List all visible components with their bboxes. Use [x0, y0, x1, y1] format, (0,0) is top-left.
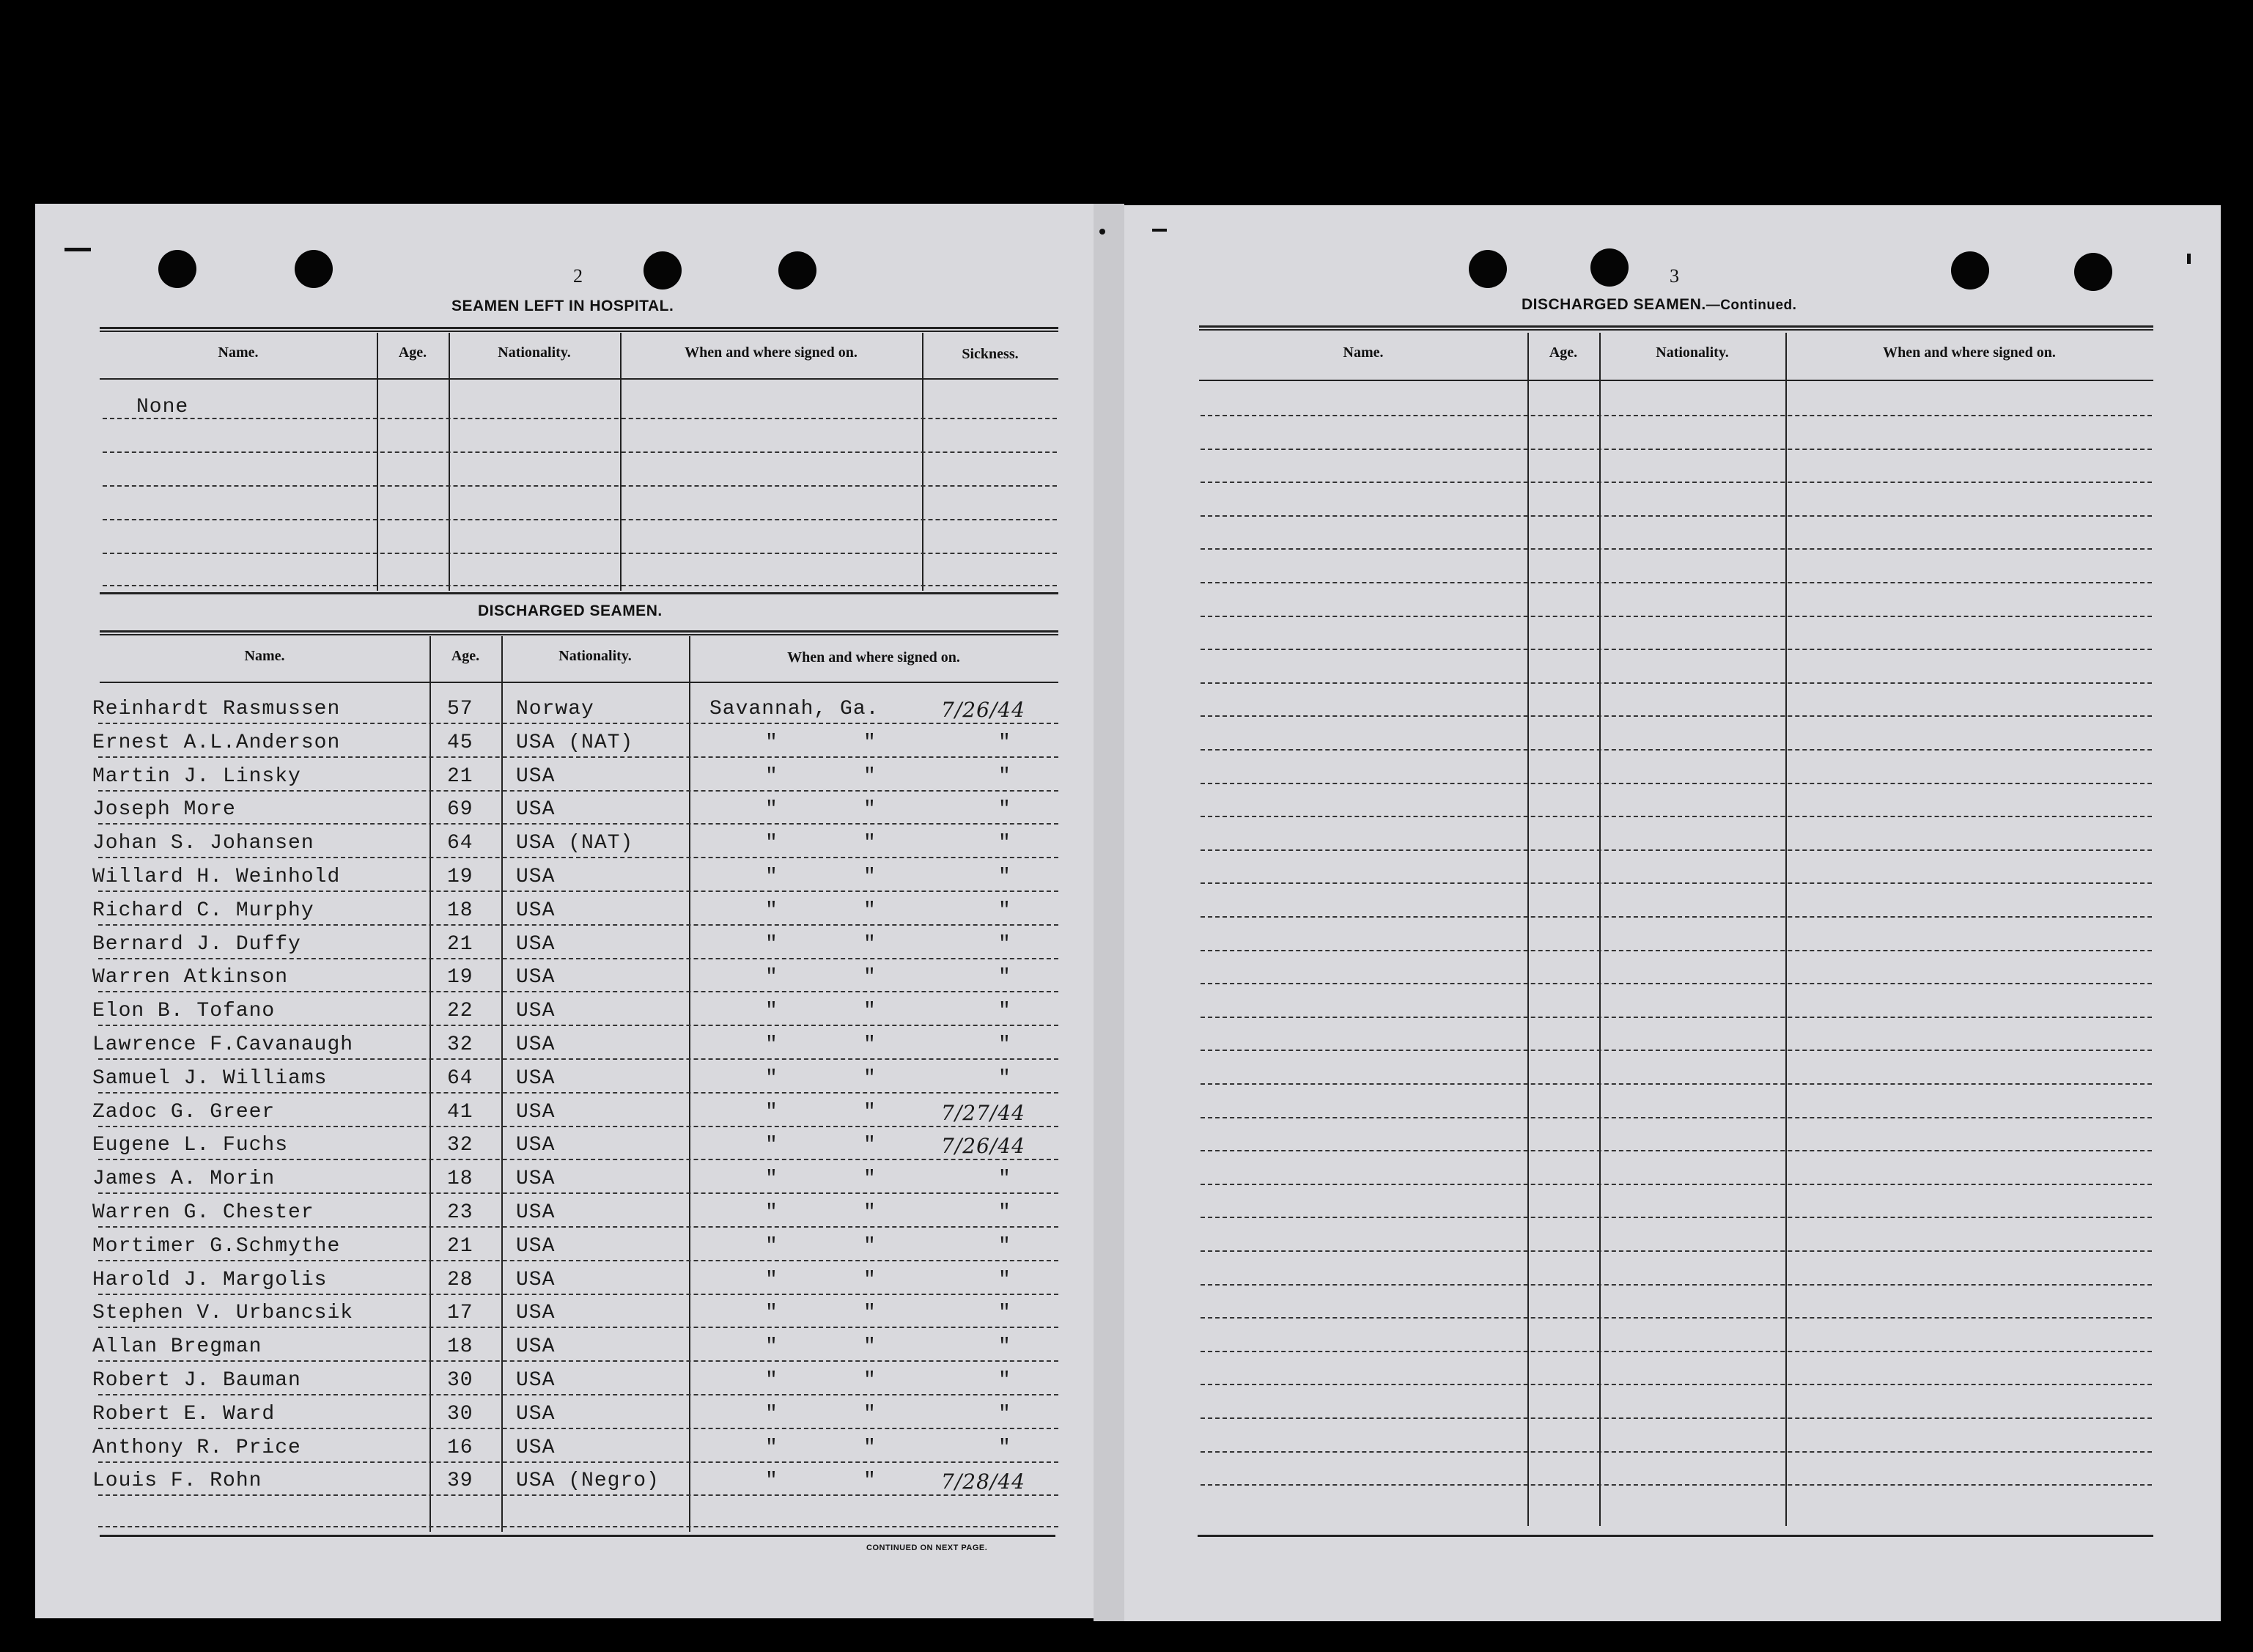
- entry-line: [103, 485, 1057, 487]
- seaman-nationality: Norway: [516, 698, 594, 720]
- entry-line: [98, 1327, 1058, 1328]
- signed-on-place: ": [765, 1302, 778, 1324]
- signed-on-place: ": [765, 1168, 778, 1190]
- seaman-nationality: USA: [516, 966, 556, 989]
- entry-line: [1201, 649, 2152, 650]
- seaman-nationality: USA: [516, 1235, 556, 1258]
- entry-line: [98, 991, 1058, 992]
- signed-on-state: ": [863, 1134, 877, 1157]
- entry-line: [1201, 1451, 2152, 1453]
- signed-on-state: ": [863, 1470, 877, 1492]
- seaman-nationality: USA: [516, 933, 556, 956]
- signed-on-state: ": [863, 933, 877, 956]
- signed-on-place: ": [765, 966, 778, 989]
- column-divider: [1785, 333, 1787, 1526]
- signed-on-state: ": [863, 899, 877, 922]
- signed-on-place: ": [765, 1033, 778, 1056]
- signed-on-date: ": [998, 1302, 1011, 1324]
- entry-line: [98, 823, 1058, 825]
- entry-line: [1201, 1083, 2152, 1085]
- entry-line: [1201, 1017, 2152, 1018]
- right-page: [1124, 205, 2221, 1621]
- signed-on-date: ": [998, 1033, 1011, 1056]
- seaman-age: 22: [447, 1000, 473, 1022]
- signed-on-state: ": [863, 1269, 877, 1291]
- signed-on-place: ": [765, 866, 778, 888]
- discharged-continued-title: [1522, 296, 1796, 314]
- seaman-age: 19: [447, 966, 473, 989]
- signed-on-date: ": [998, 1403, 1011, 1426]
- seaman-name: Joseph More: [92, 798, 236, 821]
- seaman-nationality: USA: [516, 1134, 556, 1157]
- punch-hole: [644, 251, 682, 290]
- seaman-nationality: USA (Negro): [516, 1470, 660, 1492]
- seaman-age: 18: [447, 899, 473, 922]
- seaman-age: 21: [447, 765, 473, 788]
- seaman-nationality: USA: [516, 1302, 556, 1324]
- signed-on-place: ": [765, 1067, 778, 1090]
- signed-on-date: ": [998, 1437, 1011, 1459]
- signed-on-state: ": [863, 731, 877, 754]
- punch-hole: [158, 250, 196, 288]
- seaman-name: Harold J. Margolis: [92, 1269, 328, 1291]
- signed-on-state: ": [863, 798, 877, 821]
- seaman-name: Louis F. Rohn: [92, 1470, 262, 1492]
- signed-on-state: ": [863, 1101, 877, 1124]
- entry-line: [1201, 1317, 2152, 1319]
- column-header-nationality: Nationality.: [558, 648, 632, 664]
- entry-line: [98, 1494, 1058, 1496]
- seaman-nationality: USA: [516, 1201, 556, 1224]
- signed-on-place: ": [765, 1437, 778, 1459]
- entry-line: [1201, 449, 2152, 450]
- signed-on-state: ": [863, 1201, 877, 1224]
- entry-line: [1201, 1284, 2152, 1286]
- entry-line: [98, 756, 1058, 758]
- column-header-sickness: Sickness.: [962, 346, 1019, 362]
- signed-on-place: ": [765, 798, 778, 821]
- signed-on-state: ": [863, 966, 877, 989]
- signed-on-date: 7/26/44: [941, 698, 1025, 722]
- signed-on-date: ": [998, 1201, 1011, 1224]
- seaman-name: Elon B. Tofano: [92, 1000, 276, 1022]
- signed-on-date: ": [998, 1369, 1011, 1392]
- entry-line: [98, 790, 1058, 792]
- signed-on-state: ": [863, 1067, 877, 1090]
- signed-on-place: ": [765, 1000, 778, 1022]
- seaman-nationality: USA: [516, 1369, 556, 1392]
- entry-line: [98, 1394, 1058, 1395]
- table-bottom-rule: [100, 1535, 1055, 1537]
- column-header-age: Age.: [451, 648, 480, 664]
- entry-line: [98, 924, 1058, 926]
- seaman-age: 16: [447, 1437, 473, 1459]
- seaman-name: Robert E. Ward: [92, 1403, 276, 1426]
- seaman-nationality: USA: [516, 899, 556, 922]
- seaman-nationality: USA: [516, 1067, 556, 1090]
- entry-line: [1201, 715, 2152, 717]
- column-header-signed-on: When and where signed on.: [685, 344, 858, 361]
- entry-line: [98, 1360, 1058, 1362]
- seaman-name: Ernest A.L.Anderson: [92, 731, 341, 754]
- entry-line: [1201, 816, 2152, 817]
- entry-line: [1201, 515, 2152, 517]
- signed-on-place: ": [765, 1470, 778, 1492]
- seaman-age: 32: [447, 1033, 473, 1056]
- seaman-age: 41: [447, 1101, 473, 1124]
- signed-on-date: ": [998, 966, 1011, 989]
- seaman-age: 69: [447, 798, 473, 821]
- section-rule: [100, 327, 1058, 332]
- entry-line: [98, 1025, 1058, 1026]
- header-rule: [1199, 380, 2153, 381]
- signed-on-place: ": [765, 731, 778, 754]
- entry-line: [98, 1058, 1058, 1060]
- signed-on-date: 7/27/44: [941, 1101, 1025, 1125]
- entry-line: [98, 1294, 1058, 1295]
- signed-on-state: ": [863, 1437, 877, 1459]
- seaman-name: Johan S. Johansen: [92, 832, 314, 855]
- scan-speck: [2187, 254, 2191, 264]
- discharged-section-title: DISCHARGED SEAMEN.: [478, 602, 663, 619]
- entry-line: [98, 958, 1058, 959]
- entry-line: [98, 1192, 1058, 1194]
- seaman-nationality: USA: [516, 1168, 556, 1190]
- signed-on-date: ": [998, 798, 1011, 821]
- seaman-name: Warren Atkinson: [92, 966, 289, 989]
- signed-on-date: 7/28/44: [941, 1470, 1025, 1494]
- column-header-nationality: Nationality.: [498, 344, 571, 361]
- title-suffix: —Continued.: [1706, 298, 1797, 313]
- signed-on-place: ": [765, 1369, 778, 1392]
- signed-on-place: ": [765, 899, 778, 922]
- seaman-age: 45: [447, 731, 473, 754]
- title-text: DISCHARGED SEAMEN.: [1522, 296, 1706, 313]
- signed-on-state: ": [863, 1168, 877, 1190]
- column-divider: [689, 636, 690, 1532]
- seaman-nationality: USA: [516, 1437, 556, 1459]
- hospital-entry-name: None: [136, 396, 189, 418]
- signed-on-date: ": [998, 1168, 1011, 1190]
- entry-line: [98, 1092, 1058, 1094]
- column-header-name: Name.: [218, 344, 259, 361]
- seaman-name: Mortimer G.Schmythe: [92, 1235, 341, 1258]
- signed-on-state: ": [863, 1000, 877, 1022]
- entry-line: [1201, 882, 2152, 884]
- entry-line: [1201, 1184, 2152, 1185]
- signed-on-place: ": [765, 1101, 778, 1124]
- seaman-age: 64: [447, 832, 473, 855]
- seaman-nationality: USA (NAT): [516, 832, 634, 855]
- seaman-nationality: USA: [516, 1403, 556, 1426]
- signed-on-state: ": [863, 1403, 877, 1426]
- scan-speck: [1099, 229, 1105, 235]
- column-divider: [429, 636, 431, 1532]
- signed-on-place: ": [765, 1335, 778, 1358]
- entry-line: [98, 1461, 1058, 1463]
- punch-hole: [778, 251, 816, 290]
- signed-on-place: ": [765, 1269, 778, 1291]
- signed-on-date: ": [998, 899, 1011, 922]
- entry-line: [1201, 749, 2152, 751]
- page-number: 2: [573, 265, 583, 287]
- signed-on-date: ": [998, 832, 1011, 855]
- seaman-nationality: USA: [516, 1033, 556, 1056]
- signed-on-place: Savannah, Ga.: [709, 698, 880, 720]
- seaman-name: Zadoc G. Greer: [92, 1101, 276, 1124]
- seaman-name: Martin J. Linsky: [92, 765, 301, 788]
- signed-on-state: ": [863, 832, 877, 855]
- signed-on-place: ": [765, 1201, 778, 1224]
- entry-line: [98, 1260, 1058, 1261]
- section-rule: [1199, 325, 2153, 331]
- entry-line: [1201, 548, 2152, 550]
- seaman-nationality: USA: [516, 798, 556, 821]
- entry-line: [103, 451, 1057, 453]
- seaman-nationality: USA: [516, 866, 556, 888]
- entry-line: [1201, 682, 2152, 684]
- seaman-age: 19: [447, 866, 473, 888]
- entry-line: [1201, 1050, 2152, 1051]
- seaman-name: Robert J. Bauman: [92, 1369, 301, 1392]
- seaman-age: 21: [447, 1235, 473, 1258]
- signed-on-place: ": [765, 765, 778, 788]
- signed-on-date: ": [998, 731, 1011, 754]
- entry-line: [103, 585, 1057, 586]
- header-rule: [100, 682, 1058, 683]
- seaman-name: Richard C. Murphy: [92, 899, 314, 922]
- seaman-age: 30: [447, 1403, 473, 1426]
- signed-on-state: ": [863, 1033, 877, 1056]
- entry-line: [1201, 616, 2152, 617]
- seaman-age: 30: [447, 1369, 473, 1392]
- column-divider: [1599, 333, 1601, 1526]
- signed-on-date: ": [998, 1067, 1011, 1090]
- entry-line: [98, 1159, 1058, 1160]
- entry-line: [1201, 482, 2152, 483]
- column-divider: [1527, 333, 1529, 1526]
- punch-hole: [295, 250, 333, 288]
- signed-on-place: ": [765, 1403, 778, 1426]
- seaman-nationality: USA (NAT): [516, 731, 634, 754]
- page-number: 3: [1670, 265, 1679, 287]
- signed-on-date: ": [998, 1235, 1011, 1258]
- punch-hole: [2074, 253, 2112, 291]
- seaman-name: Reinhardt Rasmussen: [92, 698, 341, 720]
- entry-line: [1201, 1150, 2152, 1151]
- seaman-age: 64: [447, 1067, 473, 1090]
- hospital-section-title: SEAMEN LEFT IN HOSPITAL.: [451, 298, 674, 314]
- entry-line: [1201, 1384, 2152, 1385]
- scan-speck: [64, 248, 91, 251]
- table-bottom-rule: [1198, 1535, 2153, 1537]
- punch-hole: [1951, 251, 1989, 290]
- signed-on-state: ": [863, 866, 877, 888]
- seaman-name: Bernard J. Duffy: [92, 933, 301, 956]
- seaman-age: 28: [447, 1269, 473, 1291]
- section-rule: [100, 592, 1058, 594]
- entry-line: [1201, 582, 2152, 583]
- entry-line: [1201, 1417, 2152, 1419]
- entry-line: [1201, 1484, 2152, 1486]
- continued-note: CONTINUED ON NEXT PAGE.: [866, 1544, 988, 1552]
- entry-line: [98, 1226, 1058, 1228]
- column-header-age: Age.: [398, 344, 427, 361]
- column-header-name: Name.: [1343, 344, 1384, 361]
- signed-on-state: ": [863, 1235, 877, 1258]
- column-header-signed-on: When and where signed on.: [1883, 344, 2056, 361]
- seaman-age: 18: [447, 1335, 473, 1358]
- seaman-name: Allan Bregman: [92, 1335, 262, 1358]
- seaman-name: James A. Morin: [92, 1168, 276, 1190]
- signed-on-date: 7/26/44: [941, 1134, 1025, 1158]
- seaman-age: 23: [447, 1201, 473, 1224]
- column-header-age: Age.: [1549, 344, 1578, 361]
- column-header-name: Name.: [244, 648, 285, 664]
- signed-on-date: ": [998, 933, 1011, 956]
- seaman-age: 17: [447, 1302, 473, 1324]
- seaman-name: Eugene L. Fuchs: [92, 1134, 289, 1157]
- entry-line: [1201, 783, 2152, 784]
- entry-line: [98, 1526, 1058, 1527]
- entry-line: [103, 553, 1057, 554]
- signed-on-state: ": [863, 1335, 877, 1358]
- entry-line: [103, 418, 1057, 419]
- seaman-nationality: USA: [516, 765, 556, 788]
- entry-line: [1201, 415, 2152, 416]
- entry-line: [98, 1126, 1058, 1127]
- signed-on-date: ": [998, 765, 1011, 788]
- entry-line: [1201, 1117, 2152, 1118]
- signed-on-date: ": [998, 1269, 1011, 1291]
- seaman-age: 39: [447, 1470, 473, 1492]
- seaman-age: 57: [447, 698, 473, 720]
- seaman-nationality: USA: [516, 1335, 556, 1358]
- entry-line: [1201, 1217, 2152, 1218]
- seaman-name: Stephen V. Urbancsik: [92, 1302, 354, 1324]
- signed-on-date: ": [998, 1335, 1011, 1358]
- page-gutter: [1094, 204, 1124, 1621]
- header-rule: [100, 378, 1058, 380]
- seaman-name: Warren G. Chester: [92, 1201, 314, 1224]
- seaman-age: 18: [447, 1168, 473, 1190]
- entry-line: [98, 723, 1058, 724]
- signed-on-date: ": [998, 866, 1011, 888]
- seaman-nationality: USA: [516, 1269, 556, 1291]
- seaman-age: 21: [447, 933, 473, 956]
- signed-on-state: ": [863, 1369, 877, 1392]
- entry-line: [1201, 983, 2152, 984]
- entry-line: [98, 857, 1058, 858]
- entry-line: [1201, 950, 2152, 951]
- seaman-age: 32: [447, 1134, 473, 1157]
- signed-on-state: ": [863, 765, 877, 788]
- entry-line: [1201, 916, 2152, 918]
- signed-on-state: ": [863, 1302, 877, 1324]
- seaman-name: Anthony R. Price: [92, 1437, 301, 1459]
- seaman-nationality: USA: [516, 1101, 556, 1124]
- signed-on-date: ": [998, 1000, 1011, 1022]
- signed-on-place: ": [765, 933, 778, 956]
- seaman-nationality: USA: [516, 1000, 556, 1022]
- scan-speck: [1152, 229, 1167, 232]
- entry-line: [98, 890, 1058, 892]
- entry-line: [1201, 1351, 2152, 1352]
- seaman-name: Willard H. Weinhold: [92, 866, 341, 888]
- punch-hole: [1469, 250, 1507, 288]
- punch-hole: [1590, 248, 1629, 287]
- entry-line: [1201, 849, 2152, 851]
- column-divider: [501, 636, 503, 1532]
- entry-line: [98, 1428, 1058, 1429]
- signed-on-place: ": [765, 832, 778, 855]
- entry-line: [1201, 1250, 2152, 1252]
- seaman-name: Lawrence F.Cavanaugh: [92, 1033, 354, 1056]
- column-header-signed-on: When and where signed on.: [787, 649, 960, 665]
- signed-on-place: ": [765, 1235, 778, 1258]
- signed-on-place: ": [765, 1134, 778, 1157]
- entry-line: [103, 519, 1057, 520]
- section-rule: [100, 630, 1058, 635]
- column-header-nationality: Nationality.: [1656, 344, 1729, 361]
- seaman-name: Samuel J. Williams: [92, 1067, 328, 1090]
